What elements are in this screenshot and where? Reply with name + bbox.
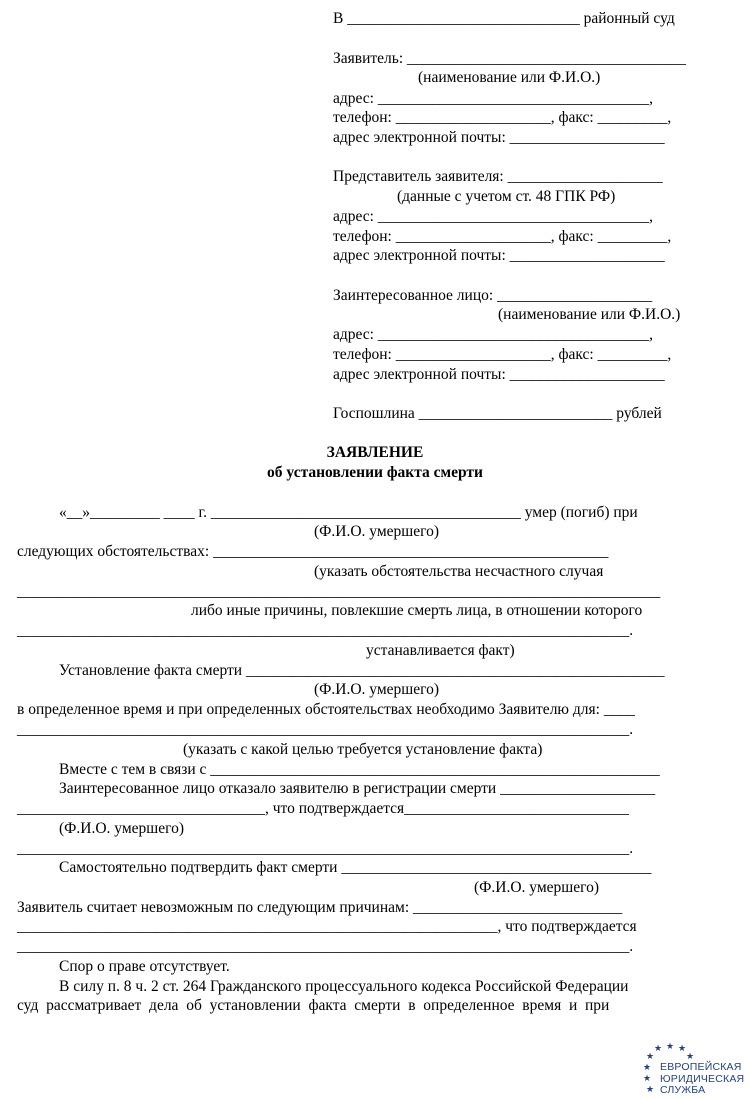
party-address: адрес: ___________________________________, <box>333 326 653 343</box>
body-note-12: (Ф.И.О. умершего) <box>474 879 599 896</box>
star-icon: ★ <box>678 1044 687 1054</box>
applicant-phone: телефон: ____________________, факс: _________, <box>333 109 672 126</box>
logo-line-1: ЕВРОПЕЙСКАЯ <box>660 1061 742 1073</box>
body-line-10: ________________________________, что подтверждается_____________________________ <box>17 800 629 817</box>
body-line-4: _______________________________________________________________________________. <box>17 622 634 639</box>
applicant-line: Заявитель: ____________________________________ <box>333 50 687 67</box>
applicant-note: (наименование или Ф.И.О.) <box>418 69 601 86</box>
body-line-13: Заявитель считает невозможным по следующим причинам: ___________________________ <box>17 899 623 916</box>
body-line-14: ______________________________________________________________, что подтверждается <box>17 918 637 935</box>
document-subtitle: об установлении факта смерти <box>267 464 483 481</box>
body-line-16: Спор о праве отсутствует. <box>59 958 230 975</box>
body-line-15: _______________________________________________________________________________. <box>17 938 634 955</box>
applicant-address: адрес: ___________________________________, <box>333 90 653 107</box>
star-icon: ★ <box>643 1063 652 1073</box>
party-line: Заинтересованное лицо: ____________________ <box>333 287 653 304</box>
body-note-1: (Ф.И.О. умершего) <box>314 523 439 540</box>
body-line-11: _______________________________________________________________________________. <box>17 840 634 857</box>
body-note-3: либо иные причины, повлекшие смерть лица, в отношении которого <box>191 602 643 619</box>
body-note-5: (Ф.И.О. умершего) <box>314 681 439 698</box>
rep-email: адрес электронной почты: ____________________ <box>333 247 665 264</box>
fee-line: Госпошлина _________________________ рублей <box>333 405 662 422</box>
rep-line: Представитель заявителя: ____________________ <box>333 168 663 185</box>
logo-line-3: СЛУЖБА <box>660 1084 706 1096</box>
rep-note: (данные с учетом ст. 48 ГПК РФ) <box>397 188 616 205</box>
body-note-10: (Ф.И.О. умершего) <box>59 820 184 837</box>
applicant-email: адрес электронной почты: ____________________ <box>333 129 665 146</box>
logo-text <box>660 1062 744 1097</box>
document-title: ЗАЯВЛЕНИЕ <box>326 444 424 461</box>
star-icon: ★ <box>654 1044 663 1054</box>
court-line: В ______________________________ районный суд <box>333 10 675 27</box>
body-line-8: Вместе с тем в связи с __________________________________________________________ <box>59 761 660 778</box>
body-line-7: _______________________________________________________________________________. <box>17 721 634 738</box>
party-email: адрес электронной почты: ____________________ <box>333 366 665 383</box>
body-note-7: (указать с какой целью требуется установление факта) <box>183 741 543 758</box>
body-line-1: «__»_________ ____ г. ________________________________________ умер (погиб) при <box>59 504 638 521</box>
body-line-6: в определенное время и при определенных обстоятельствах необходимо Заявителю для: ____ <box>17 701 635 718</box>
rep-phone: телефон: ____________________, факс: _________, <box>333 228 672 245</box>
body-line-3: ___________________________________________________________________________________ <box>17 583 661 600</box>
rep-address: адрес: ___________________________________, <box>333 208 653 225</box>
body-line-18: суд рассматривает дела об установлении факта смерти в определенное время и при <box>17 997 610 1014</box>
party-note: (наименование или Ф.И.О.) <box>498 306 681 323</box>
body-line-2: следующих обстоятельствах: ___________________________________________________ <box>17 543 609 560</box>
party-phone: телефон: ____________________, факс: _________, <box>333 346 672 363</box>
body-line-5: Установление факта смерти ______________________________________________________ <box>59 662 665 679</box>
body-note-4: устанавливается факт) <box>366 642 515 659</box>
logo-line-2: ЮРИДИЧЕСКАЯ <box>660 1072 745 1085</box>
star-icon: ★ <box>646 1085 655 1095</box>
body-note-2: (указать обстоятельства несчастного случая <box>314 563 604 580</box>
body-line-12: Самостоятельно подтвердить факт смерти ________________________________________ <box>59 859 652 876</box>
star-icon: ★ <box>646 1052 655 1062</box>
star-icon: ★ <box>686 1052 695 1062</box>
body-line-17: В силу п. 8 ч. 2 ст. 264 Гражданского процессуального кодекса Российской Федерации <box>59 978 629 995</box>
star-icon: ★ <box>643 1074 652 1084</box>
star-icon: ★ <box>666 1042 675 1052</box>
body-line-9: Заинтересованное лицо отказало заявителю в регистрации смерти ____________________ <box>59 780 656 797</box>
